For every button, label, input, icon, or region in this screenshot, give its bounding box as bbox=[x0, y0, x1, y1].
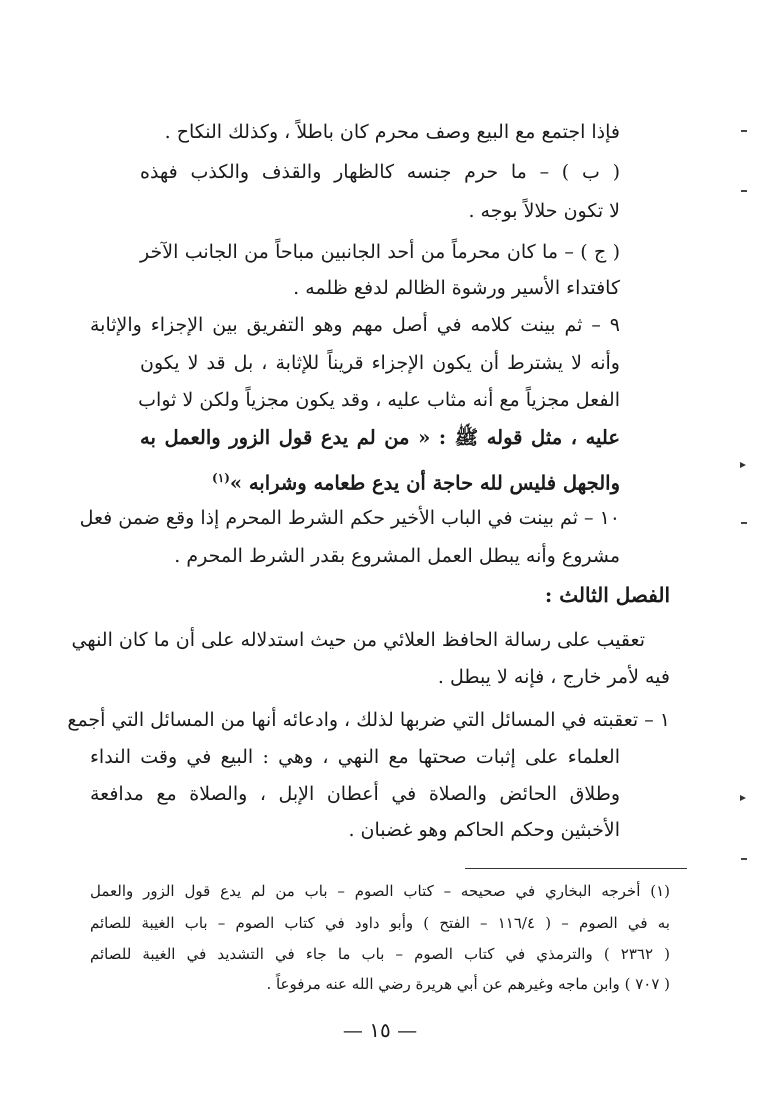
text-line-18: الأخبثين وحكم الحاكم وهو غضبان . bbox=[348, 819, 620, 841]
footnote-line-4: ( ٧٠٧ ) وابن ماجه وغيرهم عن أبي هريرة رضي الله عنه مرفوعاً . bbox=[266, 975, 670, 993]
text-line-8: الفعل مجزياً مع أنه مثاب عليه ، وقد يكون مجزياً ولكن لا ثواب bbox=[138, 389, 620, 411]
text-line-11: ١٠ – ثم بينت في الباب الأخير حكم الشرط المحرم إذا وقع ضمن فعل bbox=[79, 507, 620, 529]
text-line-9: عليه ، مثل قوله ﷺ : « من لم يدع قول الزور والعمل به bbox=[140, 426, 620, 449]
text-line-13: تعقيب على رسالة الحافظ العلائي من حيث استدلاله على أن ما كان النهي bbox=[71, 629, 645, 651]
text-line-3: لا تكون حلالاً بوجه . bbox=[468, 200, 620, 222]
footnote-line-2: به في الصوم – ( ١١٦/٤ – الفتح ) وأبو داود في كتاب الصوم – باب الغيبة للصائم bbox=[90, 914, 670, 932]
page-number: — ١٥ — bbox=[342, 1018, 418, 1042]
margin-arrow bbox=[740, 795, 746, 801]
footnote-line-1: (١) أخرجه البخاري في صحيحه – كتاب الصوم – باب من لم يدع قول الزور والعمل bbox=[90, 882, 670, 900]
margin-tick bbox=[741, 522, 747, 524]
hadith-text: والجهل فليس لله حاجة أن يدع طعامه وشرابه » bbox=[229, 471, 620, 495]
text-line-6: ٩ – ثم بينت كلامه في أصل مهم وهو التفريق بين الإجزاء والإثابة bbox=[90, 314, 620, 336]
text-line-7: وأنه لا يشترط أن يكون الإجزاء قريناً للإثابة ، بل قد لا يكون bbox=[140, 352, 620, 374]
text-line-12: مشروع وأنه يبطل العمل المشروع بقدر الشرط المحرم . bbox=[174, 545, 620, 567]
margin-tick bbox=[741, 130, 747, 132]
text-line-1: فإذا اجتمع مع البيع وصف محرم كان باطلاً ، وكذلك النكاح . bbox=[164, 121, 620, 143]
margin-arrow bbox=[740, 462, 746, 468]
text-line-10 bbox=[140, 463, 620, 499]
text-line-17: وطلاق الحائض والصلاة في أعطان الإبل ، والصلاة مع مدافعة bbox=[90, 783, 620, 805]
footnote-line-3: ( ٢٣٦٢ ) والترمذي في كتاب الصوم – باب ما جاء في التشديد في الغيبة للصائم bbox=[90, 945, 670, 963]
section-heading: الفصل الثالث : bbox=[544, 583, 670, 607]
margin-tick bbox=[741, 858, 747, 860]
text-line-15: ١ – تعقبته في المسائل التي ضربها لذلك ، وادعائه أنها من المسائل التي أجمع bbox=[67, 709, 670, 731]
text-line-16: العلماء على إثبات صحتها مع النهي ، وهي : البيع في وقت النداء bbox=[90, 746, 620, 768]
margin-tick bbox=[741, 190, 747, 192]
footnote-marker: (١) bbox=[212, 471, 230, 485]
footnote-separator bbox=[465, 868, 687, 869]
text-line-5: كافتداء الأسير ورشوة الظالم لدفع ظلمه . bbox=[293, 277, 620, 299]
text-line-14: فيه لأمر خارج ، فإنه لا يبطل . bbox=[437, 666, 670, 688]
text-line-4: ( ج ) – ما كان محرماً من أحد الجانبين مباحاً من الجانب الآخر bbox=[140, 241, 620, 263]
text-line-2: ( ب ) – ما حرم جنسه كالظهار والقذف والكذب فهذه bbox=[140, 161, 620, 183]
